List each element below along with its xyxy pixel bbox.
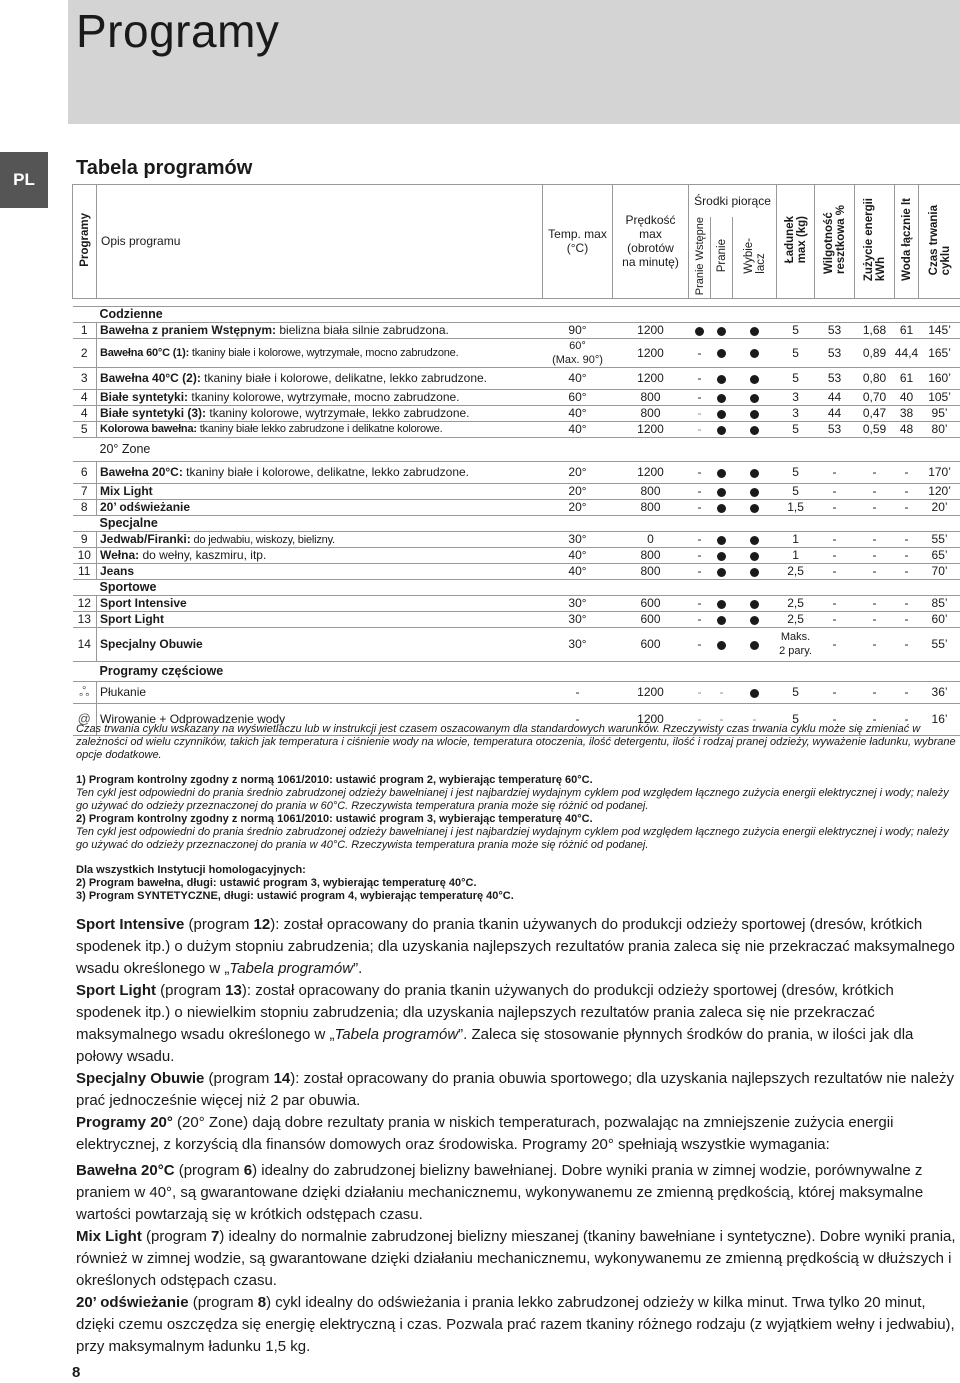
- note-heading: 2) Program kontrolny zgodny z normą 1061/2010: ustawić program 3, wybierając temperaturę 40°C.: [76, 813, 593, 825]
- table-row: 2 Bawełna 60°C (1): tkaniny białe i kolorowe, wytrzymałe, mocno zabrudzone. 60° (Max. 90°) 1200 - 5 53 0,89 44,4 165’: [73, 338, 960, 367]
- dot-icon: [750, 600, 759, 609]
- dot-icon: [750, 410, 759, 419]
- category-row: Programy częściowe: [73, 661, 960, 681]
- dot-icon: [717, 504, 726, 513]
- desc-mix-light: Mix Light (program 7) idealny do normalnie zabrudzonej bielizny mieszanej (tkaniny bawełniane i syntetyczne). Dobre wyniki prania, również w zimnej wodzie, są gwarantowane dzięki działaniu mechanicznemu, wykonywanemu ze zmienną prędkością w dłuższych i określonych odstępach czasu.: [76, 1228, 956, 1289]
- col-srodki: Środki piorące: [689, 185, 777, 217]
- dot-icon: [750, 689, 759, 698]
- spin-icon: @: [77, 711, 91, 727]
- col-speed: Prędkość max (obrotów na minutę): [613, 185, 689, 299]
- dot-icon: [750, 616, 759, 625]
- dot-icon: [750, 394, 759, 403]
- dot-icon: [750, 504, 759, 513]
- col-temp: Temp. max (°C): [543, 185, 613, 299]
- col-opis: Opis programu: [97, 185, 543, 299]
- note-paragraph: Czas trwania cyklu wskazany na wyświetlaczu lub w instrukcji jest czasem oszacowanym dla standardowych warunków. Rzeczywisty czas trwania cyklu może się zmieniać w zależności od wielu czynników, takich jak temperatura i ciśnienie wody na wlocie, temperatura otoczenia, ilość detergentu, ilość i rodzaj pranej odzieży, wyważenie ładunku, wybrane opcje dodatkowe.: [76, 723, 956, 761]
- dot-icon: [717, 600, 726, 609]
- col-wybielacz: Wybie- lacz: [733, 217, 777, 299]
- dot-icon: [750, 375, 759, 384]
- table-row: 11 Jeans 40° 800 - 2,5 - - - 70’: [73, 563, 960, 579]
- table-row: 14 Specjalny Obuwie 30° 600 - Maks. 2 pary. - - - 55’: [73, 627, 960, 661]
- table-row: ஃ Płukanie - 1200 - - 5 - - - 36’: [73, 681, 960, 703]
- table-row: 9 Jedwab/Firanki: do jedwabiu, wiskozy, bielizny. 30° 0 - 1 - - - 55’: [73, 531, 960, 547]
- dot-icon: [695, 327, 704, 336]
- dot-icon: [750, 641, 759, 650]
- table-row: 10 Wełna: do wełny, kaszmiru, itp. 40° 800 - 1 - - - 65’: [73, 547, 960, 563]
- col-pranie-wstepne: Pranie Wstępne: [689, 217, 711, 299]
- section-title: Tabela programów: [76, 157, 253, 179]
- category-row: Specjalne: [73, 515, 960, 531]
- table-notes: [76, 723, 960, 903]
- note-line: 3) Program SYNTETYCZNE, długi: ustawić program 4, wybierając temperaturę 40°C.: [76, 890, 514, 902]
- dot-icon: [717, 426, 726, 435]
- dot-icon: [717, 536, 726, 545]
- dot-icon: [717, 488, 726, 497]
- table-row: 4 Białe syntetyki (3): tkaniny kolorowe, wytrzymałe, lekko zabrudzone. 40° 800 - 3 44 0,47 38 95’: [73, 405, 960, 421]
- note-heading: 1) Program kontrolny zgodny z normą 1061/2010: ustawić program 2, wybierając temperaturę 60°C.: [76, 774, 593, 786]
- table-row: 4 Białe syntetyki: tkaniny kolorowe, wytrzymałe, mocno zabrudzone. 60° 800 - 3 44 0,70 40 105’: [73, 389, 960, 405]
- note-paragraph: Ten cykl jest odpowiedni do prania średnio zabrudzonej odzieży bawełnianej i jest najbardziej wydajnym cyklem pod względem łącznego zużycia energii elektrycznej i wody; należy go używać do odzieży przeznaczonej do prania w 40°C. Rzeczywista temperatura prania może się różnić od podanej.: [76, 826, 949, 851]
- desc-specjalny-obuwie: Specjalny Obuwie (program 14): został opracowany do prania obuwia sportowego; dla uzyskania najlepszych rezultatów nie należy prać jednocześnie więcej niż 2 par obuwia.: [76, 1070, 954, 1109]
- language-tab: PL: [0, 152, 48, 208]
- desc-bawelna-20: Bawełna 20°C (program 6) idealny do zabrudzonej bielizny bawełnianej. Dobre wyniki prania w zimnej wodzie, porównywalne z praniem w 40°, są gwarantowane dzięki działaniu mechanicznemu, wykonywanemu ze zmienną prędkością, której maksymalne wartości powtarzają się w krótkich odstępach czasu.: [76, 1162, 924, 1223]
- dot-icon: [717, 410, 726, 419]
- dot-icon: [750, 568, 759, 577]
- table-row: 8 20’ odświeżanie 20° 800 - 1,5 - - - 20’: [73, 499, 960, 515]
- desc-sport-intensive: Sport Intensive (program 12): został opracowany do prania tkanin używanych do produkcji odzieży sportowej (dresów, krótkich spodenek itp.) o dużym stopniu zabrudzenia; dla uzyskania najlepszych rezultatów prania zaleca się nie przekraczać maksymalnego wsadu określonego w „Tabela programów”.: [76, 916, 955, 977]
- col-zuzycie: Zużycie energii kWh: [855, 185, 895, 299]
- note-paragraph: Ten cykl jest odpowiedni do prania średnio zabrudzonej odzieży bawełnianej i jest najbardziej wydajnym cyklem pod względem łącznego zużycia energii elektrycznej i wody; należy go używać do odzieży przeznaczonej do prania w 60°C. Rzeczywista temperatura prania może się różnić od podanej.: [76, 787, 949, 812]
- note-heading: Dla wszystkich Instytucji homologacyjnych:: [76, 864, 306, 876]
- dot-icon: [750, 552, 759, 561]
- dot-icon: [717, 469, 726, 478]
- dot-icon: [717, 641, 726, 650]
- table-row: 6 Bawełna 20°C: tkaniny białe i kolorowe, delikatne, lekko zabrudzone. 20° 1200 - 5 - - - 170’: [73, 461, 960, 483]
- table-row: 3 Bawełna 40°C (2): tkaniny białe i kolorowe, delikatne, lekko zabrudzone. 40° 1200 - 5 53 0,80 61 160’: [73, 367, 960, 389]
- table-row: 13 Sport Light 30° 600 - 2,5 - - - 60’: [73, 611, 960, 627]
- desc-programy-20: Programy 20° (20° Zone) dają dobre rezultaty prania w niskich temperaturach, pozwalając na zmniejszenie zużycia energii elektrycznej, z korzyścią dla finansów domowych oraz środowiska. Programy 20° spełniają wszystkie wymagania:: [76, 1114, 894, 1153]
- dot-icon: [750, 536, 759, 545]
- category-row: 20° Zone: [73, 437, 960, 461]
- page-number: 8: [72, 1364, 81, 1381]
- col-woda: Woda łącznie lt: [895, 185, 919, 299]
- program-descriptions: [76, 914, 960, 1358]
- table-row: @ Wirowanie + Odprowadzenie wody - 1200 - - - 5 - - - 16’: [73, 703, 960, 735]
- note-line: 2) Program bawełna, długi: ustawić program 3, wybierając temperaturę 40°C.: [76, 877, 477, 889]
- page-title: Programy: [76, 5, 280, 57]
- col-wilgotnosc: Wilgotność resztkowa %: [815, 185, 855, 299]
- dot-icon: [717, 375, 726, 384]
- category-row: Sportowe: [73, 579, 960, 595]
- col-pranie: Pranie: [711, 217, 733, 299]
- table-row: 12 Sport Intensive 30° 600 - 2,5 - - - 85’: [73, 595, 960, 611]
- dot-icon: [750, 469, 759, 478]
- dot-icon: [717, 349, 726, 358]
- dot-icon: [717, 394, 726, 403]
- dot-icon: [717, 552, 726, 561]
- desc-odswiezanie: 20’ odświeżanie (program 8) cykl idealny do odświeżania i prania lekko zabrudzonej odzieży w kilka minut. Trwa tylko 20 minut, dzięki czemu oszczędza się energię elektryczną i czas. Pozwala prać razem tkaniny różnego rodzaju (z wyjątkiem wełny i jedwabiu), przy maksymalnym ładunku 1,5 kg.: [76, 1294, 955, 1355]
- dot-icon: [750, 349, 759, 358]
- dot-icon: [717, 568, 726, 577]
- dot-icon: [750, 327, 759, 336]
- dot-icon: [717, 616, 726, 625]
- col-ladunek: Ładunek max (kg): [777, 185, 815, 299]
- dot-icon: [750, 426, 759, 435]
- dot-icon: [750, 488, 759, 497]
- table-row: 5 Kolorowa bawełna: tkaniny białe lekko zabrudzone i delikatne kolorowe. 40° 1200 - 5 53 0,59 48 80’: [73, 421, 960, 437]
- table-row: 1 Bawełna z praniem Wstępnym: bielizna biała silnie zabrudzona. 90° 1200 5 53 1,68 61 145’: [73, 322, 960, 338]
- col-czas: Czas trwania cyklu: [919, 185, 960, 299]
- program-table: [72, 184, 960, 736]
- dot-icon: [717, 327, 726, 336]
- table-row: 7 Mix Light 20° 800 - 5 - - - 120’: [73, 483, 960, 499]
- category-row: Codzienne: [73, 306, 960, 322]
- col-programy: Programy: [73, 185, 97, 299]
- rinse-icon: ஃ: [79, 684, 90, 700]
- desc-sport-light: Sport Light (program 13): został opracowany do prania tkanin używanych do produkcji odzieży sportowej (dresów, krótkich spodenek itp.) o niewielkim stopniu zabrudzenia; dla uzyskania najlepszych rezultatów prania zaleca się nie przekraczać maksymalnego wsadu określonego w „Tabela programów”. Zaleca się stosowanie płynnych środków do prania, w ilości jak dla połowy wsadu.: [76, 982, 914, 1065]
